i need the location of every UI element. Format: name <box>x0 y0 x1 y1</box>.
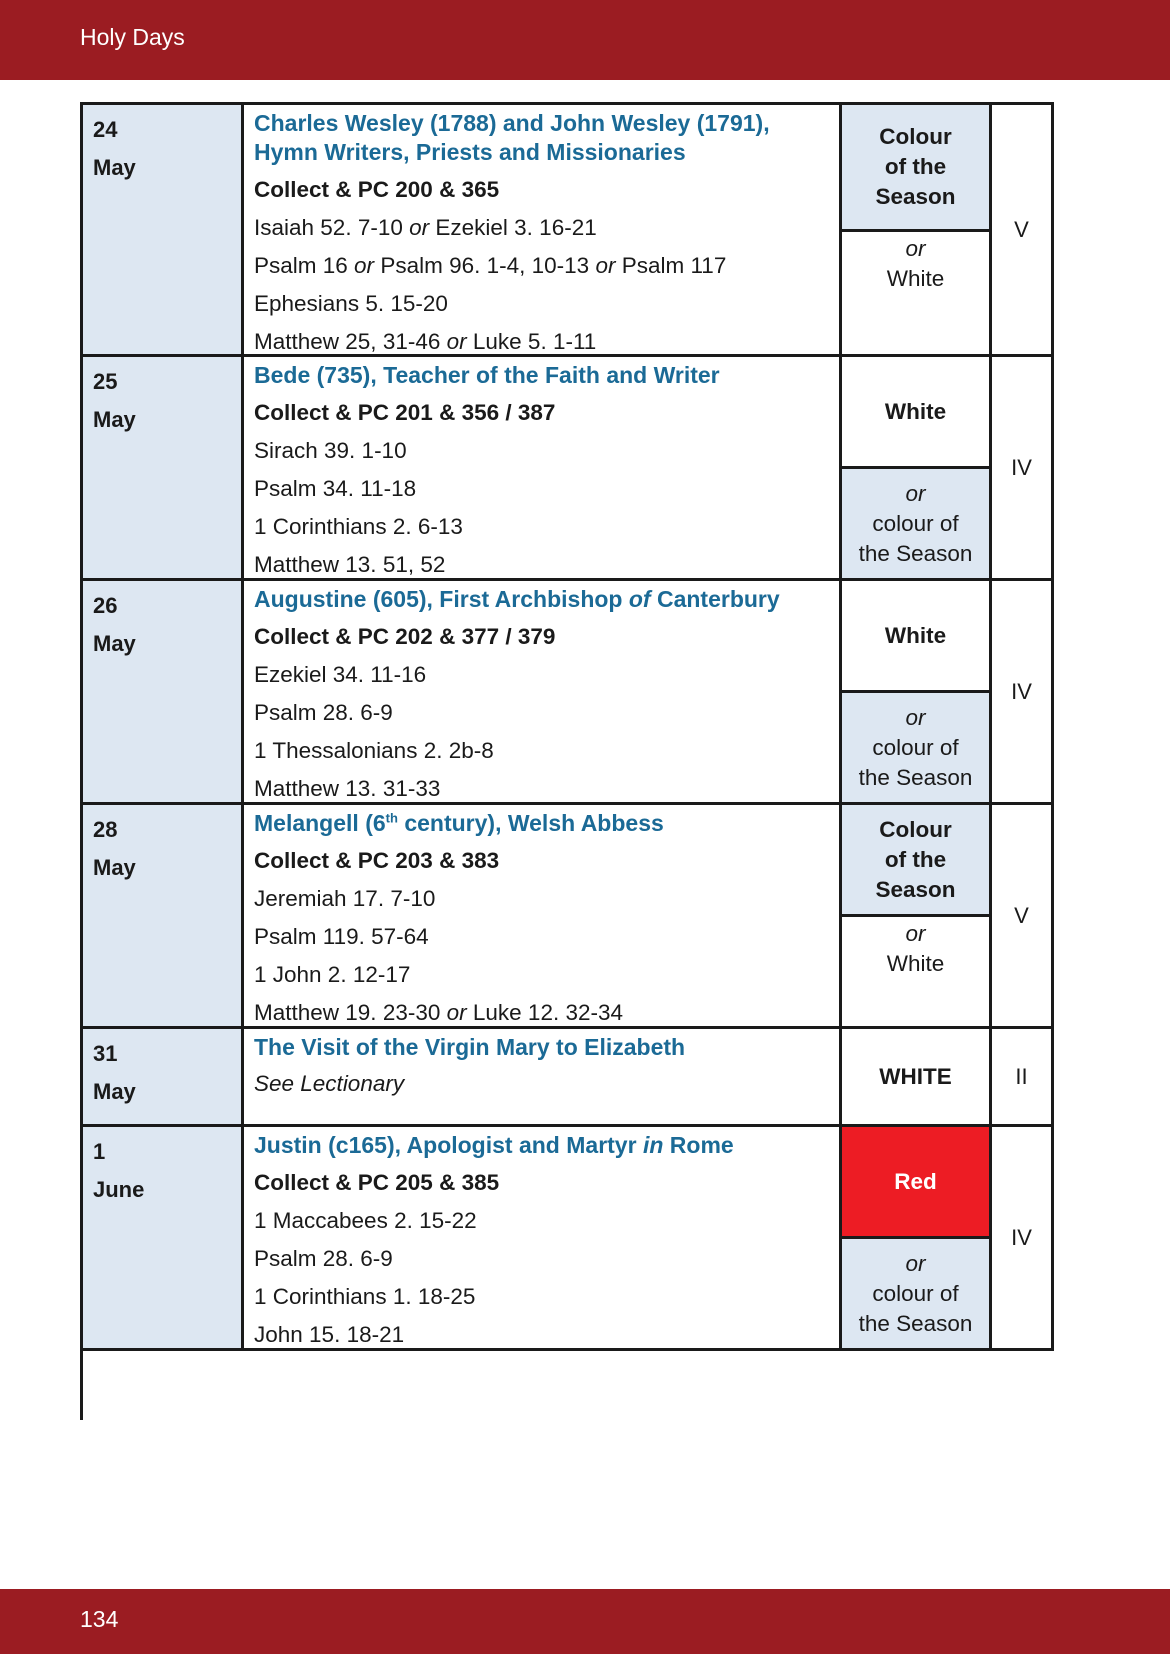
commemoration-cell <box>244 1127 842 1351</box>
colour-alternative: or colour of the Season <box>842 693 989 802</box>
header-band <box>0 0 1170 80</box>
reading-line: Psalm 16 or Psalm 96. 1-4, 10-13 or Psalm 117 <box>254 253 727 278</box>
reading-line: Matthew 25, 31-46 or Luke 5. 1-11 <box>254 329 597 354</box>
holy-days-table <box>80 102 1054 1420</box>
reading-line: Ephesians 5. 15-20 <box>254 291 448 316</box>
date-day: 25 <box>93 369 118 394</box>
collect-line: Collect & PC 200 & 365 <box>254 177 500 202</box>
date-cell <box>83 105 244 357</box>
date-month: May <box>93 407 136 432</box>
date-day: 28 <box>93 817 118 842</box>
colour-alternative: or colour of the Season <box>842 1239 989 1348</box>
liturgical-colour-cell <box>842 805 992 1029</box>
reading-line: John 15. 18-21 <box>254 1322 405 1347</box>
date-cell <box>83 805 244 1029</box>
collect-line: Collect & PC 202 & 377 / 379 <box>254 624 556 649</box>
table-row <box>83 105 1054 357</box>
rank-cell: V <box>992 105 1054 357</box>
reading-line: Isaiah 52. 7-10 or Ezekiel 3. 16-21 <box>254 215 597 240</box>
commemoration-title: Melangell (6th century), Welsh Abbess <box>254 810 664 836</box>
reading-line: Psalm 28. 6-9 <box>254 1246 393 1271</box>
rank-cell: II <box>992 1029 1054 1127</box>
date-month: June <box>93 1177 145 1202</box>
title-line: Hymn Writers, Priests and Missionaries <box>254 139 686 165</box>
colour-alternative: or White <box>886 236 945 291</box>
page-number: 134 <box>80 1606 119 1632</box>
reading-line: Matthew 13. 31-33 <box>254 776 441 801</box>
date-day: 24 <box>93 117 118 142</box>
collect-line: Collect & PC 203 & 383 <box>254 848 500 873</box>
reading-line: Jeremiah 17. 7-10 <box>254 886 436 911</box>
colour-primary: WHITE <box>879 1063 952 1089</box>
date-cell <box>83 581 244 805</box>
commemoration-cell <box>244 357 842 581</box>
table-row <box>83 581 1054 805</box>
table-row <box>83 1127 1054 1351</box>
liturgical-colour-cell <box>842 1127 992 1351</box>
commemoration-title: The Visit of the Virgin Mary to Elizabeth <box>254 1034 686 1060</box>
date-month: May <box>93 1079 136 1104</box>
collect-line: Collect & PC 205 & 385 <box>254 1170 500 1195</box>
colour-alternative: or colour of the Season <box>842 469 989 578</box>
colour-primary: Colour of the Season <box>842 105 989 232</box>
table-row <box>83 357 1054 581</box>
title-line: Charles Wesley (1788) and John Wesley (1791), <box>254 110 770 136</box>
colour-primary: Colour of the Season <box>842 805 989 917</box>
reading-line: Psalm 34. 11-18 <box>254 476 417 501</box>
date-day: 31 <box>93 1041 118 1066</box>
table-row <box>83 805 1054 1029</box>
rank-cell: V <box>992 805 1054 1029</box>
collect-line: Collect & PC 201 & 356 / 387 <box>254 400 556 425</box>
liturgical-colour-cell <box>842 105 992 357</box>
commemoration-title <box>254 109 829 167</box>
reading-line: 1 Thessalonians 2. 2b-8 <box>254 738 494 763</box>
table-row <box>83 1029 1054 1127</box>
reading-line: 1 Maccabees 2. 15-22 <box>254 1208 477 1233</box>
liturgical-colour-cell <box>842 581 992 805</box>
colour-primary-red: Red <box>842 1127 989 1239</box>
commemoration-cell <box>244 581 842 805</box>
reading-line: 1 Corinthians 1. 18-25 <box>254 1284 476 1309</box>
reading-line: Ezekiel 34. 11-16 <box>254 662 427 687</box>
date-cell <box>83 1127 244 1351</box>
colour-primary: White <box>842 581 989 693</box>
reading-line: Psalm 119. 57-64 <box>254 924 429 949</box>
colour-primary: White <box>842 357 989 469</box>
commemoration-cell <box>244 1029 842 1127</box>
commemoration-cell <box>244 805 842 1029</box>
reading-line: Psalm 28. 6-9 <box>254 700 393 725</box>
reading-line: Matthew 19. 23-30 or Luke 12. 32-34 <box>254 1000 624 1025</box>
date-month: May <box>93 631 136 656</box>
commemoration-cell <box>244 105 842 357</box>
colour-alternative: or White <box>886 921 945 976</box>
commemoration-title: Augustine (605), First Archbishop of Canterbury <box>254 586 780 612</box>
rank-cell: IV <box>992 581 1054 805</box>
date-day: 1 <box>93 1139 106 1164</box>
lectionary-note: See Lectionary <box>254 1071 405 1096</box>
date-month: May <box>93 855 136 880</box>
date-day: 26 <box>93 593 118 618</box>
reading-line: 1 Corinthians 2. 6-13 <box>254 514 463 539</box>
rank-cell: IV <box>992 357 1054 581</box>
date-cell <box>83 1029 244 1127</box>
running-header: Holy Days <box>80 24 185 50</box>
commemoration-title: Justin (c165), Apologist and Martyr in Rome <box>254 1132 734 1158</box>
liturgical-colour-cell <box>842 357 992 581</box>
commemoration-title: Bede (735), Teacher of the Faith and Writer <box>254 362 720 388</box>
reading-line: 1 John 2. 12-17 <box>254 962 411 987</box>
rank-cell: IV <box>992 1127 1054 1351</box>
date-month: May <box>93 155 136 180</box>
reading-line: Matthew 13. 51, 52 <box>254 552 446 577</box>
reading-line: Sirach 39. 1-10 <box>254 438 407 463</box>
liturgical-colour-cell <box>842 1029 992 1127</box>
date-cell <box>83 357 244 581</box>
footer-band <box>0 1589 1170 1654</box>
